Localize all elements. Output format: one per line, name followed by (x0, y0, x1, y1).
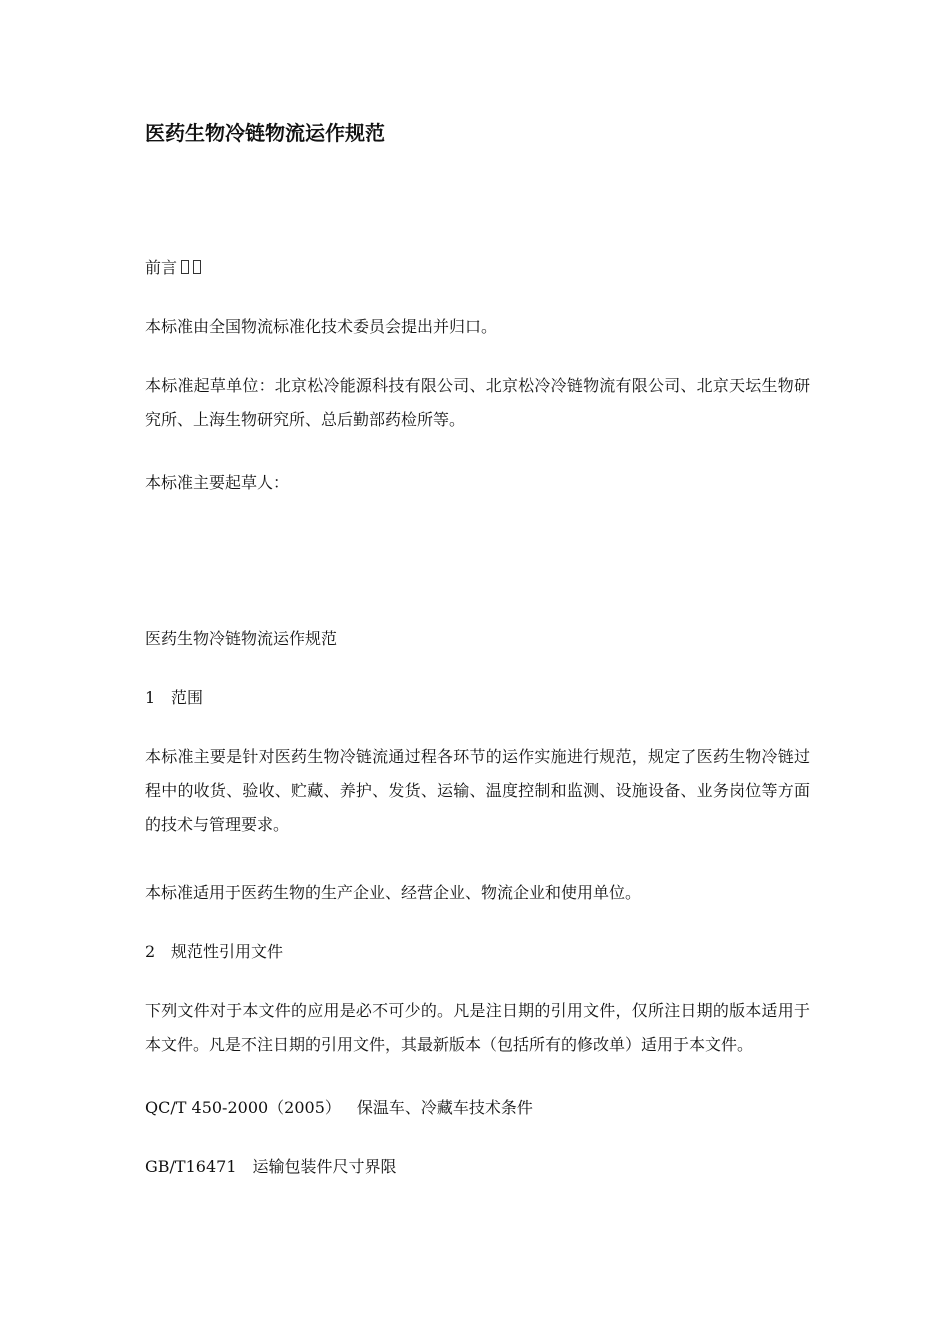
reference-code: QC/T 450-2000（2005） (145, 1098, 341, 1117)
body-title: 医药生物冷链物流运作规范 (145, 629, 338, 648)
reference-entry (145, 1150, 810, 1184)
missing-glyph-icon (193, 260, 201, 274)
foreword-heading: 前言 (145, 258, 178, 277)
missing-glyph-icon (181, 260, 189, 274)
foreword-paragraph: 本标准主要起草人： (145, 473, 290, 492)
section-heading (145, 681, 810, 715)
section-paragraph: 本标准适用于医药生物的生产企业、经营企业、物流企业和使用单位。 (145, 883, 642, 902)
document-title: 医药生物冷链物流运作规范 (145, 121, 385, 145)
foreword-paragraph: 本标准由全国物流标准化技术委员会提出并归口。 (145, 317, 498, 336)
section-paragraph: 下列文件对于本文件的应用是必不可少的。凡是注日期的引用文件，仅所注日期的版本适用于本文件。凡是不注日期的引用文件，其最新版本（包括所有的修改单）适用于本文件。 (145, 1001, 810, 1054)
section-heading-text: 规范性引用文件 (171, 942, 284, 961)
reference-entry (145, 1091, 810, 1125)
section-number: 2 (145, 942, 156, 961)
section-heading-text: 范围 (171, 688, 204, 707)
reference-title: 保温车、冷藏车技术条件 (356, 1098, 533, 1117)
section-paragraph: 本标准主要是针对医药生物冷链流通过程各环节的运作实施进行规范，规定了医药生物冷链过程中的收货、验收、贮藏、养护、发货、运输、温度控制和监测、设施设备、业务岗位等方面的技术与管理要求。 (145, 747, 810, 834)
section-heading (145, 935, 810, 969)
reference-title: 运输包装件尺寸界限 (252, 1157, 397, 1176)
foreword-heading-line (145, 251, 810, 285)
section-number: 1 (145, 688, 156, 707)
reference-code: GB/T16471 (145, 1157, 237, 1176)
foreword-paragraph: 本标准起草单位：北京松冷能源科技有限公司、北京松冷冷链物流有限公司、北京天坛生物研究所、上海生物研究所、总后勤部药检所等。 (145, 376, 810, 429)
